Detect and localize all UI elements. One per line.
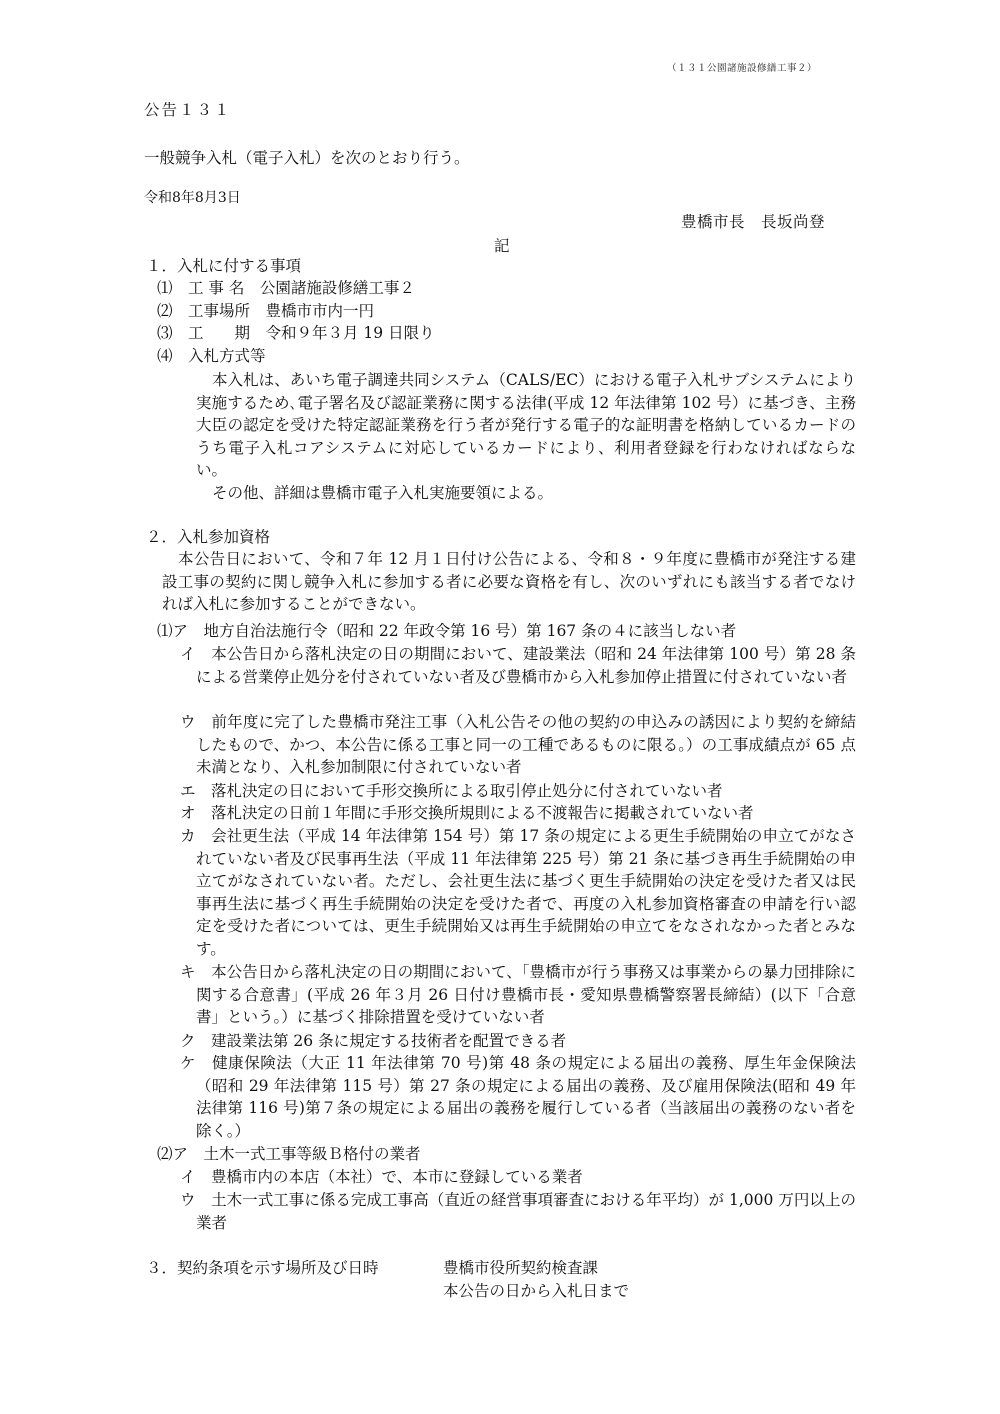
method-paragraph-1: 本入札は、あいち電子調達共同システム（CALS/EC）における電子入札サブシステムにより実施するため､電子署名及び認証業務に関する法律(平成 12 年法律第 102 号）に基づき、主務大臣の認定を受けた特定認証業務を行う者が発行する電子的な証明書を格納しているカードのうち電子入札コアシステムに対応しているカードにより、利用者登録を行わなければならない。: [196, 371, 856, 479]
qualification-1-u: ウ 前年度に完了した豊橋市発注工事（入札公告その他の契約の申込みの誘因により契約を締結したもので、かつ、本公告に係る工事と同一の工種であるものに限る。）の工事成績点が 65 点未満となり、入札参加制限に付されていない者: [180, 713, 856, 776]
section1-item-period: ⑶ 工 期 令和９年３月 19 日限り: [157, 324, 435, 342]
notice-lead: 一般競争入札（電子入札）を次のとおり行う。: [144, 149, 470, 167]
section1-item-method: ⑷ 入札方式等: [157, 347, 266, 365]
section1-item-name: ⑴ 工 事 名 公園諸施設修繕工事２: [157, 279, 415, 297]
qualification-2-u: ウ 土木一式工事に係る完成工事高（直近の経営事項審査における年平均）が 1,000 万円以上の業者: [180, 1191, 856, 1232]
contract-place: 豊橋市役所契約検査課: [443, 1259, 599, 1277]
signer: 豊橋市長 長坂尚登: [681, 213, 826, 231]
section1-item-place: ⑵ 工事場所 豊橋市市内一円: [157, 302, 375, 320]
section2-heading: ２．入札参加資格: [146, 528, 271, 546]
notice-number: 公告１３１: [144, 101, 232, 119]
header-reference: （１３１公園諸施設修繕工事２）: [666, 63, 817, 74]
qualification-1-o: オ 落札決定の日前１年間に手形交換所規則による不渡報告に掲載されていない者: [180, 804, 754, 822]
contract-period: 本公告の日から入札日まで: [443, 1282, 630, 1300]
qualification-1-ka: カ 会社更生法（平成 14 年法律第 154 号）第 17 条の規定による更生手続開始の申立てがなされていない者及び民事再生法（平成 11 年法律第 225 号）第 21 条に基づき再生手続開始の申立てがなされていない者。ただし、会社更生法に基づく更生手続開始の決定を受けた者又は民事再生法に基づく再生手続開始の決定を受けた者で、再度の入札参加資格審査の申請を行い認定を受けた者については、更生手続開始又は再生手続開始の申立てをなされなかった者とみなす。: [180, 827, 856, 958]
section2-intro: 本公告日において、令和７年 12 月１日付け公告による、令和８・９年度に豊橋市が発注する建設工事の契約に関し競争入札に参加する者に必要な資格を有し、次のいずれにも該当する者でなければ入札に参加することができない。: [162, 550, 856, 613]
qualification-1-e: エ 落札決定の日において手形交換所による取引停止処分に付されていない者: [180, 782, 723, 800]
qualification-1-ke: ケ 健康保険法（大正 11 年法律第 70 号)第 48 条の規定による届出の義務、厚生年金保険法（昭和 29 年法律第 115 号）第 27 条の規定による届出の義務、及び雇用保険法(昭和 49 年法律第 116 号)第７条の規定による届出の義務を履行している者（当該届出の義務のない者を除く。）: [180, 1054, 857, 1140]
qualification-2-a: ⑵ア 土木一式工事等級Ｂ格付の業者: [157, 1145, 421, 1163]
section3-heading: ３．契約条項を示す場所及び日時: [146, 1259, 379, 1277]
qualification-1-i: イ 本公告日から落札決定の日の期間において、建設業法（昭和 24 年法律第 100 号）第 28 条による営業停止処分を付されていない者及び豊橋市から入札参加停止措置に付されていない者: [180, 645, 856, 686]
ki-mark: 記: [494, 237, 510, 255]
notice-date: 令和8年8月3日: [144, 190, 241, 206]
qualification-1-ku: ク 建設業法第 26 条に規定する技術者を配置できる者: [180, 1032, 567, 1050]
method-paragraph-2: その他、詳細は豊橋市電子入札実施要領による。: [212, 484, 554, 502]
qualification-1-ki: キ 本公告日から落札決定の日の期間において、「豊橋市が行う事務又は事業からの暴力団排除に関する合意書」(平成 26 年３月 26 日付け豊橋市長・愛知県豊橋警察署長締結）(以下「合意書」という。）に基づく排除措置を受けていない者: [180, 963, 856, 1026]
qualification-1-a: ⑴ア 地方自治法施行令（昭和 22 年政令第 16 号）第 167 条の４に該当しない者: [157, 622, 737, 640]
qualification-2-i: イ 豊橋市内の本店（本社）で、本市に登録している業者: [180, 1168, 583, 1186]
section1-heading: １．入札に付する事項: [146, 257, 302, 275]
